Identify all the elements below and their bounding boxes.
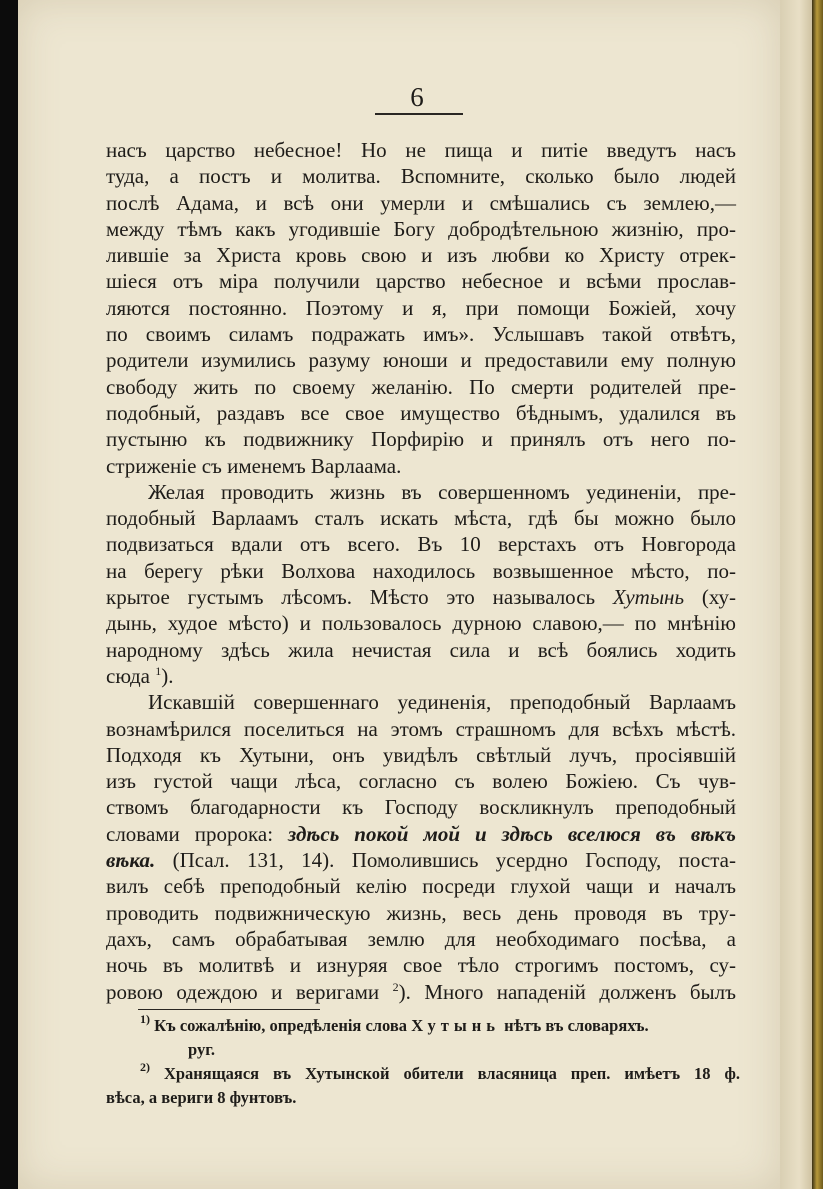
text-line: подобный Варлаамъ сталъ искать мѣста, гдѣ бы можно было [106, 506, 736, 531]
footnote-mark-2: 2) [140, 1060, 150, 1074]
text-line [106, 821, 736, 847]
text-line: подвизаться вдали отъ всего. Въ 10 верстахъ отъ Новгорода [106, 532, 736, 557]
text-line: родители изумились разуму юноши и предоставили ему полную [106, 348, 736, 373]
text-line: ствомъ благодарности къ Господу воскликнулъ преподобный [106, 795, 736, 820]
footnotes [106, 1014, 740, 1110]
footnote-1 [106, 1014, 740, 1038]
text-line: на берегу рѣки Волхова находилось возвышенное мѣсто, по- [106, 558, 736, 583]
page-edge [780, 0, 812, 1189]
footnote-mark-1: 1) [140, 1012, 150, 1026]
footnote-divider [138, 1009, 320, 1010]
text-line [106, 979, 736, 1005]
text-fragment: ). [161, 663, 174, 688]
body-text [106, 137, 736, 1005]
footnote-2 [106, 1062, 740, 1086]
text-line: туда, а постъ и молитва. Вспомните, сколько было людей [106, 164, 736, 189]
text-fragment: словами пророка: [106, 821, 274, 846]
text-line: изъ густой чащи лѣса, согласно съ волею Божіею. Съ чув- [106, 769, 736, 794]
text-line: по своимъ силамъ подражать имъ». Услышавъ такой отвѣтъ, [106, 322, 736, 347]
footnote-mark-text: 1 [140, 1012, 146, 1026]
text-line: шіеся отъ міра получили царство небесное и всѣми прослав- [106, 269, 736, 294]
text-line: проводить подвижническую жизнь, весь день проводя въ тру- [106, 900, 736, 925]
text-line: ночь въ молитвѣ и изнуряя свое тѣло строгимъ постомъ, су- [106, 953, 736, 978]
text-line [106, 663, 736, 689]
text-line: дахъ, самъ обрабатывая землю для необходимаго посѣва, а [106, 926, 736, 951]
footnote-2-continuation: вѣса, а вериги 8 фунтовъ. [106, 1088, 297, 1107]
text-line: вознамѣрился поселиться на этомъ страшномъ для всѣхъ мѣстѣ. [106, 716, 736, 741]
text-line: свободу жить по своему желанію. По смерти родителей пре- [106, 374, 736, 399]
text-fragment: (ху- [701, 585, 737, 610]
footnote-ref-1[interactable]: 1 [155, 663, 162, 678]
scripture-quote-italic: вѣка. [106, 848, 156, 873]
text-line: лившіе за Христа кровь свою и изъ любви ко Христу отрек- [106, 243, 736, 268]
text-line: подобный, раздавъ все свое имущество бѣднымъ, удалился въ [106, 400, 736, 425]
footnote-mark-text: 2 [140, 1060, 146, 1074]
footnote-ref-2[interactable]: 2 [392, 979, 399, 994]
footnote-spaced-word: Хутынь [411, 1016, 500, 1035]
text-line: между тѣмъ какъ угодившіе Богу добродѣтельною жизнію, про- [106, 216, 736, 241]
text-line: народному здѣсь жила нечистая сила и всѣ боялись ходить [106, 637, 736, 662]
text-fragment: сюда [106, 663, 150, 688]
text-fragment: Много нападеній долженъ былъ [424, 979, 736, 1004]
text-line: насъ царство небесное! Но не пища и питіе введутъ насъ [106, 138, 736, 162]
footnote-text: Къ сожалѣнію, опредѣленія слова [154, 1016, 408, 1035]
footnote-text: Хранящаяся въ Хутынской обители власяница преп. имѣетъ 18 ф. [163, 1064, 740, 1083]
page-number: 6 [410, 82, 424, 112]
text-fragment: ровою одеждою и веригами [106, 979, 380, 1004]
scripture-quote-italic: здѣсь покой мой и здѣсь вселюся въ вѣкъ [288, 821, 736, 846]
text-fragment: крытое густымъ лѣсомъ. Мѣсто это называлось [106, 585, 596, 610]
text-fragment: (Псал. 131, 14). Помолившись усердно Господу, поста- [172, 848, 736, 873]
text-fragment: ). [398, 979, 411, 1004]
text-line: ляются постоянно. Поэтому и я, при помощи Божіей, хочу [106, 295, 736, 320]
text-line [106, 847, 736, 873]
page-number-rule [375, 113, 463, 115]
text-line: вилъ себѣ преподобный келію посреди глухой чащи и началъ [106, 874, 736, 899]
text-line: стриженіе съ именемъ Варлаама. [106, 453, 402, 478]
text-line: Подходя къ Хутыни, онъ увидѣлъ свѣтлый лучъ, просіявшій [106, 742, 736, 767]
book-spine [812, 0, 823, 1189]
text-line [106, 584, 736, 610]
paragraph-3 [106, 689, 736, 1005]
text-line: Желая проводить жизнь въ совершенномъ уединеніи, пре- [148, 479, 736, 504]
paragraph-2 [106, 479, 736, 689]
footnote-text: нѣтъ въ словаряхъ. [504, 1016, 649, 1035]
footnote-1-continuation: руг. [188, 1040, 215, 1059]
text-line: Искавшій совершеннаго уединенія, преподобный Варлаамъ [148, 690, 736, 715]
paragraph-1 [106, 137, 736, 479]
place-name-italic: Хутынь [612, 585, 685, 610]
text-line: дынь, худое мѣсто) и пользовалось дурною славою,— по мнѣнію [106, 611, 736, 636]
text-line: пустыню къ подвижнику Порфирію и принялъ отъ него по- [106, 427, 736, 452]
text-line: послѣ Адама, и всѣ они умерли и смѣшались съ землею,— [106, 190, 736, 215]
